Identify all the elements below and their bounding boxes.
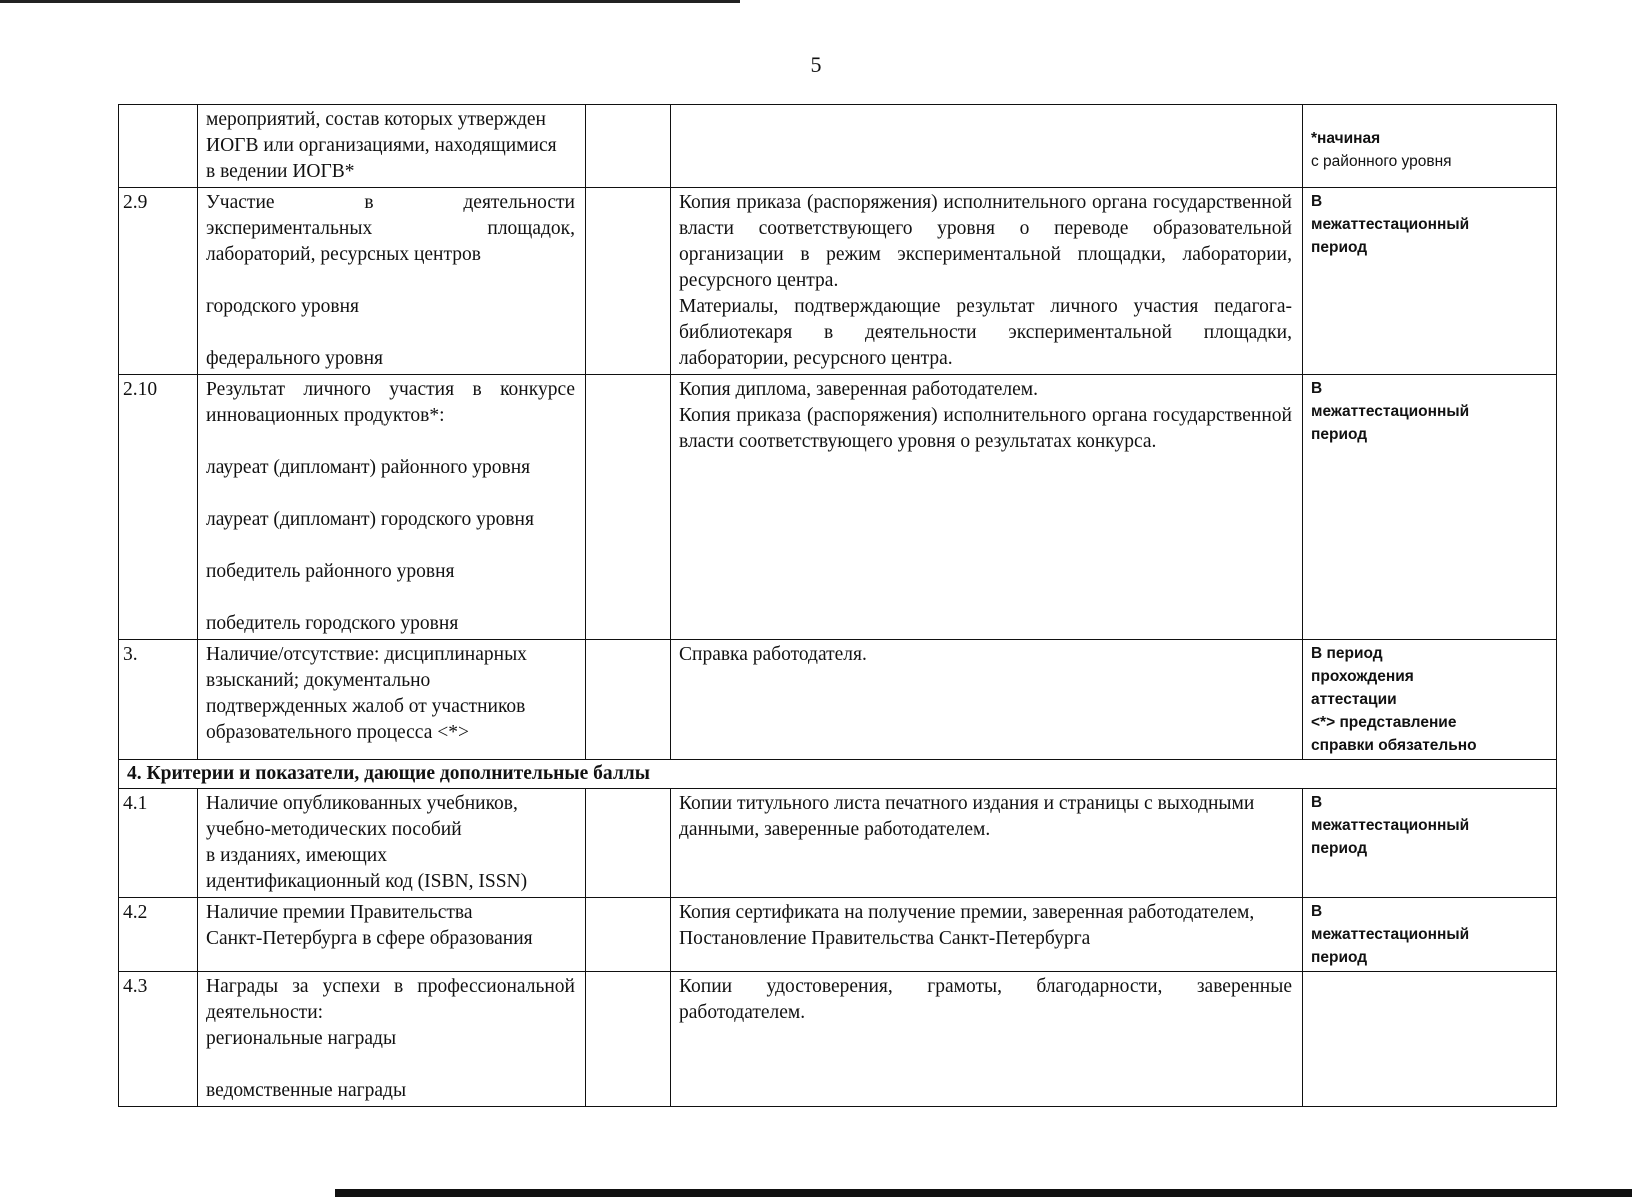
page-number: 5 xyxy=(810,52,822,77)
criterion-line: Наличие/отсутствие: дисциплинарных xyxy=(206,644,527,665)
criterion-line: учебно-методических пособий xyxy=(206,819,462,840)
period-cell xyxy=(1303,375,1557,640)
document-paragraph: Копия диплома, заверенная работодателем. xyxy=(679,379,1039,400)
table-row-4-2 xyxy=(119,898,1557,972)
criterion-cell xyxy=(198,789,586,898)
period-line: В xyxy=(1311,794,1323,811)
period-line: межаттестационный xyxy=(1311,216,1470,233)
document-line: данными, заверенные работодателем. xyxy=(679,819,991,840)
period-line: аттестации xyxy=(1311,691,1397,708)
period-line: с районного уровня xyxy=(1311,153,1452,170)
points-cell xyxy=(586,972,671,1107)
criterion-line: Наличие опубликованных учебников, xyxy=(206,793,518,814)
points-cell xyxy=(586,640,671,760)
criterion-line: ИОГВ или организациями, находящимися xyxy=(206,135,557,156)
criterion-sub: ведомственные награды xyxy=(206,1080,407,1101)
row-number: 2.10 xyxy=(119,375,198,640)
row-number: 3. xyxy=(119,640,198,760)
table-row-2-10 xyxy=(119,375,1557,640)
period-line: справки обязательно xyxy=(1311,737,1477,754)
criterion-line: подтвержденных жалоб от участников xyxy=(206,696,526,717)
period-line: межаттестационный xyxy=(1311,926,1470,943)
table-row-2-9 xyxy=(119,188,1557,375)
documents-cell xyxy=(671,188,1303,375)
criterion-line: Санкт-Петербурга в сфере образования xyxy=(206,928,533,949)
criterion-sub: федерального уровня xyxy=(206,348,383,369)
scan-edge-top xyxy=(0,0,740,3)
document-line: Постановление Правительства Санкт-Петербурга xyxy=(679,928,1091,949)
period-cell xyxy=(1303,640,1557,760)
document-paragraph: Копия приказа (распоряжения) исполнительного органа государственной власти соответствующего уровня о переводе образовательной организации в режим экспериментальной площадки, лаборатории, ресурсного центра. xyxy=(679,192,1292,291)
period-line: В xyxy=(1311,380,1323,397)
document-line: Копия сертификата на получение премии, заверенная работодателем, xyxy=(679,902,1255,923)
period-line: период xyxy=(1311,840,1368,857)
criterion-line: взысканий; документально xyxy=(206,670,431,691)
criterion-text: Участие в деятельности экспериментальных площадок, лабораторий, ресурсных центров xyxy=(206,192,575,265)
period-line: межаттестационный xyxy=(1311,403,1470,420)
table-row-continuation xyxy=(119,105,1557,188)
period-line: прохождения xyxy=(1311,668,1414,685)
criterion-sub: городского уровня xyxy=(206,296,360,317)
criterion-sub: региональные награды xyxy=(206,1028,397,1049)
period-line: *начиная xyxy=(1311,130,1381,147)
period-line: В xyxy=(1311,193,1323,210)
criterion-sub: победитель городского уровня xyxy=(206,613,459,634)
document-paragraph: Копия приказа (распоряжения) исполнительного органа государственной власти соответствующего уровня о результатах конкурса. xyxy=(679,405,1292,452)
criterion-line: идентификационный код (ISBN, ISSN) xyxy=(206,871,528,892)
period-line: В период xyxy=(1311,645,1383,662)
documents-cell xyxy=(671,375,1303,640)
criterion-cell xyxy=(198,375,586,640)
criterion-sub: лауреат (дипломант) районного уровня xyxy=(206,457,531,478)
documents-cell: Копии удостоверения, грамоты, благодарности, заверенные работодателем. xyxy=(671,972,1303,1107)
criterion-sub: лауреат (дипломант) городского уровня xyxy=(206,509,534,530)
period-cell xyxy=(1303,789,1557,898)
table-row-4-1 xyxy=(119,789,1557,898)
period-cell xyxy=(1303,105,1557,188)
criterion-line: в ведении ИОГВ* xyxy=(206,161,355,182)
scan-edge-bottom xyxy=(335,1189,1632,1197)
documents-cell: Справка работодателя. xyxy=(671,640,1303,760)
row-number xyxy=(119,105,198,188)
criterion-sub: победитель районного уровня xyxy=(206,561,455,582)
documents-cell xyxy=(671,789,1303,898)
documents-cell xyxy=(671,898,1303,972)
points-cell xyxy=(586,188,671,375)
period-cell xyxy=(1303,898,1557,972)
points-cell xyxy=(586,898,671,972)
table-row-3 xyxy=(119,640,1557,760)
document-line: Копии титульного листа печатного издания и страницы с выходными xyxy=(679,793,1255,814)
criterion-text: Награды за успехи в профессиональной деятельности: xyxy=(206,976,575,1023)
period-line: В xyxy=(1311,903,1323,920)
points-cell xyxy=(586,375,671,640)
section-heading-row xyxy=(119,760,1557,789)
document-paragraph: Материалы, подтверждающие результат личного участия педагога-библиотекаря в деятельности экспериментальной площадки, лаборатории, ресурсного центра. xyxy=(679,296,1292,369)
criterion-line: Наличие премии Правительства xyxy=(206,902,473,923)
period-line: период xyxy=(1311,949,1368,966)
criterion-line: мероприятий, состав которых утвержден xyxy=(206,109,546,130)
criterion-cell xyxy=(198,640,586,760)
period-line: период xyxy=(1311,426,1368,443)
points-cell xyxy=(586,789,671,898)
row-number: 4.2 xyxy=(119,898,198,972)
criterion-line: образовательного процесса <*> xyxy=(206,722,469,743)
period-cell xyxy=(1303,188,1557,375)
criterion-text: Результат личного участия в конкурсе инновационных продуктов*: xyxy=(206,379,575,426)
period-cell xyxy=(1303,972,1557,1107)
table-row-4-3 xyxy=(119,972,1557,1107)
criterion-cell xyxy=(198,898,586,972)
period-line: период xyxy=(1311,239,1368,256)
period-line: межаттестационный xyxy=(1311,817,1470,834)
row-number: 2.9 xyxy=(119,188,198,375)
row-number: 4.1 xyxy=(119,789,198,898)
documents-cell xyxy=(671,105,1303,188)
section-heading: 4. Критерии и показатели, дающие дополнительные баллы xyxy=(119,760,1557,789)
criterion-cell xyxy=(198,105,586,188)
criteria-table xyxy=(118,104,1557,1107)
criterion-cell xyxy=(198,972,586,1107)
criterion-cell xyxy=(198,188,586,375)
period-line: <*> представление xyxy=(1311,714,1457,731)
row-number: 4.3 xyxy=(119,972,198,1107)
points-cell xyxy=(586,105,671,188)
criterion-line: в изданиях, имеющих xyxy=(206,845,387,866)
